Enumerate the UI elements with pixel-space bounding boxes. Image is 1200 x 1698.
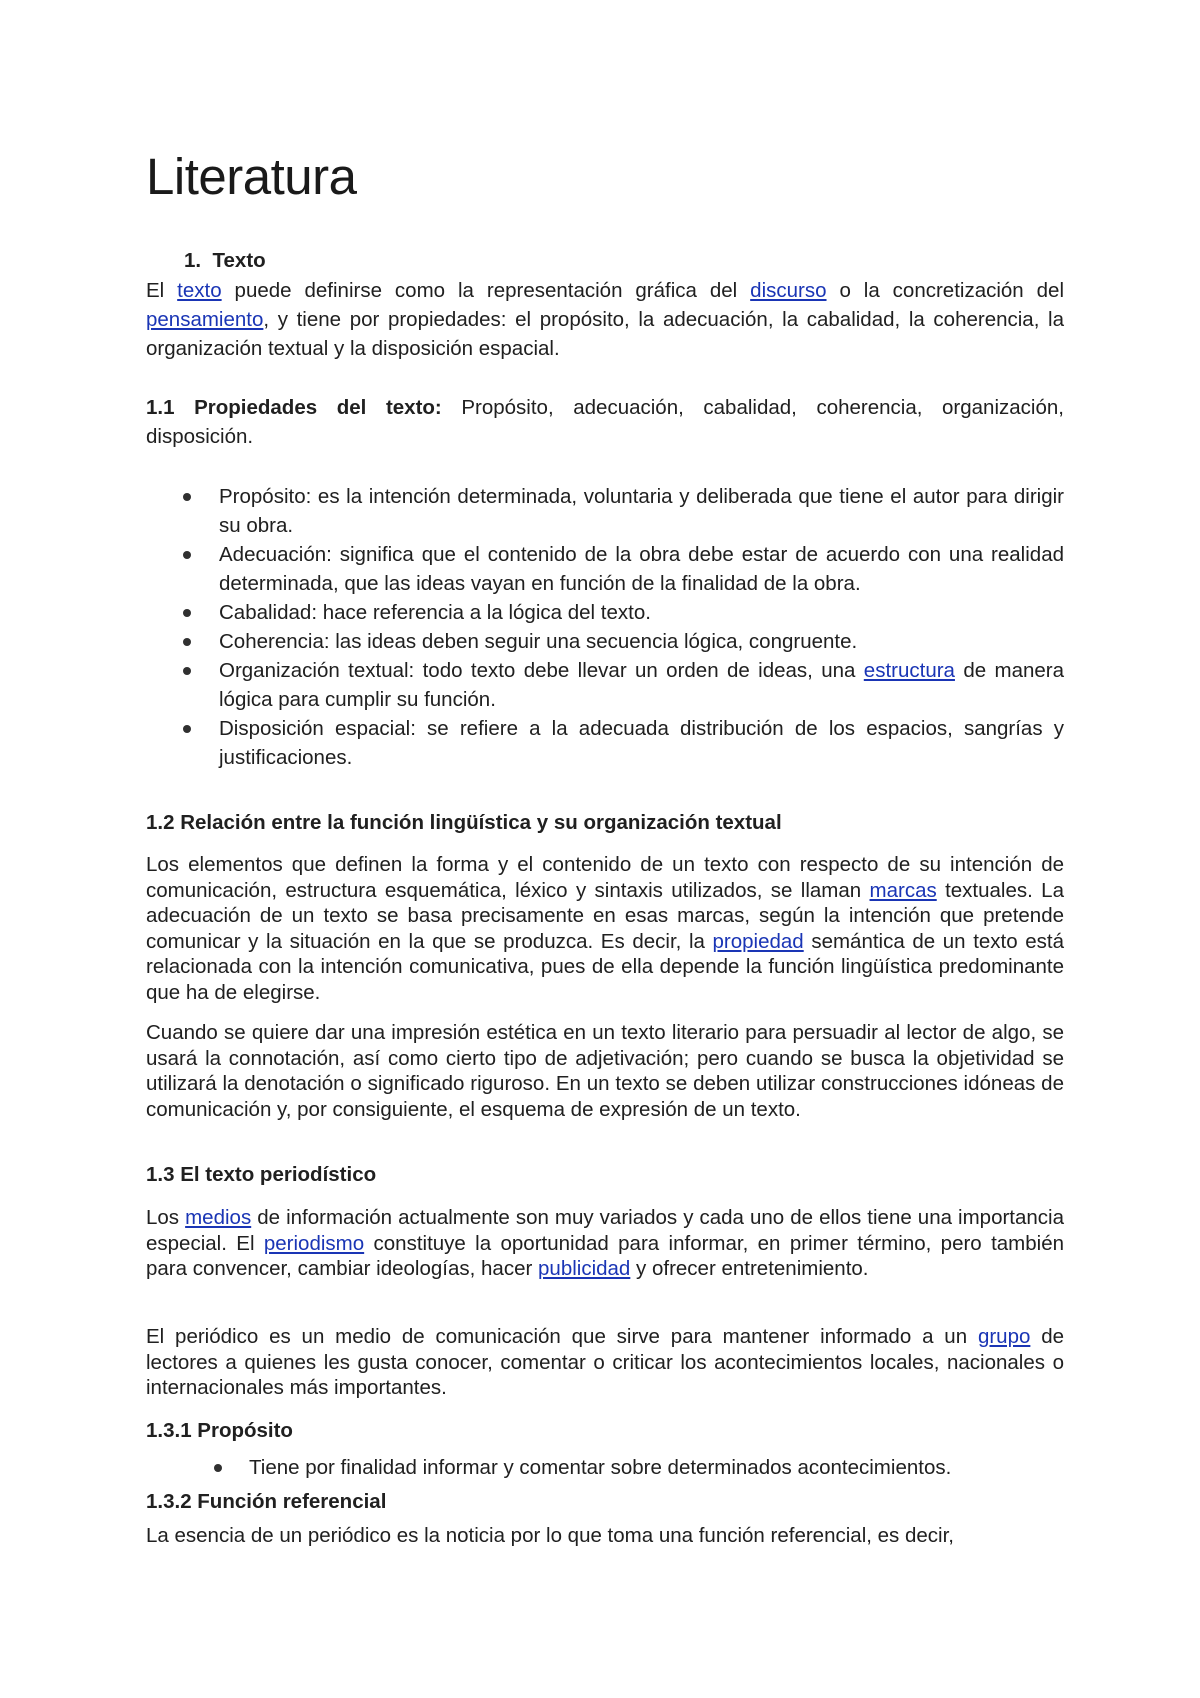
bullet-icon [183,551,191,559]
bullet-icon [183,493,191,501]
section-1-2-paragraph-1: Los elementos que definen la forma y el contenido de un texto con respecto de su intención de comunicación, estructura esquemática, léxico y sintaxis utilizados, se llaman marcas textuales. La adecuación de un texto se basa precisamente en esas marcas, según la intención que pretende comunicar y la situación en la que se produzca. Es decir, la propiedad semántica de un texto está relacionada con la intención comunicativa, pues de ella depende la función lingüística predominante que ha de elegirse. [146,853,1064,1004]
section-1-3-paragraph-2: El periódico es un medio de comunicación que sirve para mantener informado a un grupo de lectores a quienes les gusta conocer, comentar o criticar los acontecimientos locales, nacionales o internacionales más importantes. [146,1325,1065,1399]
section-1-paragraph: El texto puede definirse como la representación gráfica del discurso o la concretización del pensamiento, y tiene por propiedades: el propósito, la adecuación, la cabalidad, la coherencia, la organización textual y la disposición espacial. [146,279,1064,360]
list-item: Organización textual: todo texto debe llevar un orden de ideas, una estructura de manera lógica para cumplir su función. [146,656,1064,714]
section-1-2-paragraph-2: Cuando se quiere dar una impresión estética en un texto literario para persuadir al lector de algo, se usará la connotación, así como cierto tipo de adjetivación; pero cuando se busca la objetividad se utilizará la denotación o significado riguroso. En un texto se deben utilizar construcciones idóneas de comunicación y, por consiguiente, el esquema de expresión de un texto. [146,1021,1064,1121]
section-1-3-2-heading: 1.3.2 Función referencial [146,1490,387,1513]
link-medios[interactable]: medios [185,1206,252,1229]
purpose-list [146,1453,1064,1482]
section-1-number: 1. [184,249,202,272]
bullet-icon [183,609,191,617]
bullet-icon [183,725,191,733]
bullet-icon [214,1464,222,1472]
link-grupo[interactable]: grupo [977,1325,1031,1348]
section-1-3-1-heading: 1.3.1 Propósito [146,1419,293,1442]
list-item: Adecuación: significa que el contenido de la obra debe estar de acuerdo con una realidad determinada, que las ideas vayan en función de la finalidad de la obra. [146,540,1064,598]
list-item: Propósito: es la intención determinada, voluntaria y deliberada que tiene el autor para dirigir su obra. [146,482,1064,540]
section-1-title: Texto [212,249,266,272]
list-item: Tiene por finalidad informar y comentar sobre determinados acontecimientos. [146,1453,1064,1482]
link-pensamiento[interactable]: pensamiento [146,308,264,331]
link-publicidad[interactable]: publicidad [538,1257,631,1280]
section-1-heading [184,246,266,275]
bullet-icon [183,638,191,646]
section-1-1-heading: 1.1 Propiedades del texto: [146,396,442,419]
properties-list [146,482,1064,772]
section-1-3-heading: 1.3 El texto periodístico [146,1163,377,1186]
list-item: Cabalidad: hace referencia a la lógica del texto. [146,598,1064,627]
page-title: Literatura [146,148,357,205]
link-estructura[interactable]: estructura [863,659,955,682]
link-texto[interactable]: texto [177,279,222,302]
link-periodismo[interactable]: periodismo [263,1231,365,1255]
section-1-3-2-paragraph: La esencia de un periódico es la noticia por lo que toma una función referencial, es decir, [146,1524,954,1547]
section-1-2-heading: 1.2 Relación entre la función lingüística y su organización textual [146,811,782,834]
section-1-1-paragraph: 1.1 Propiedades del texto: Propósito, adecuación, cabalidad, coherencia, organización, disposición. [146,396,1064,448]
link-discurso[interactable]: discurso [750,279,827,302]
link-marcas[interactable]: marcas [869,878,937,902]
section-1-3-paragraph-1: Los medios de información actualmente son muy variados y cada uno de ellos tiene una importancia especial. El periodismo constituye la oportunidad para informar, en primer término, pero también para convencer, cambiar ideologías, hacer publicidad y ofrecer entretenimiento. [146,1206,1064,1280]
list-item: Coherencia: las ideas deben seguir una secuencia lógica, congruente. [146,627,1064,656]
bullet-icon [183,667,191,675]
link-propiedad[interactable]: propiedad [712,929,804,953]
list-item: Disposición espacial: se refiere a la adecuada distribución de los espacios, sangrías y justificaciones. [146,714,1064,772]
